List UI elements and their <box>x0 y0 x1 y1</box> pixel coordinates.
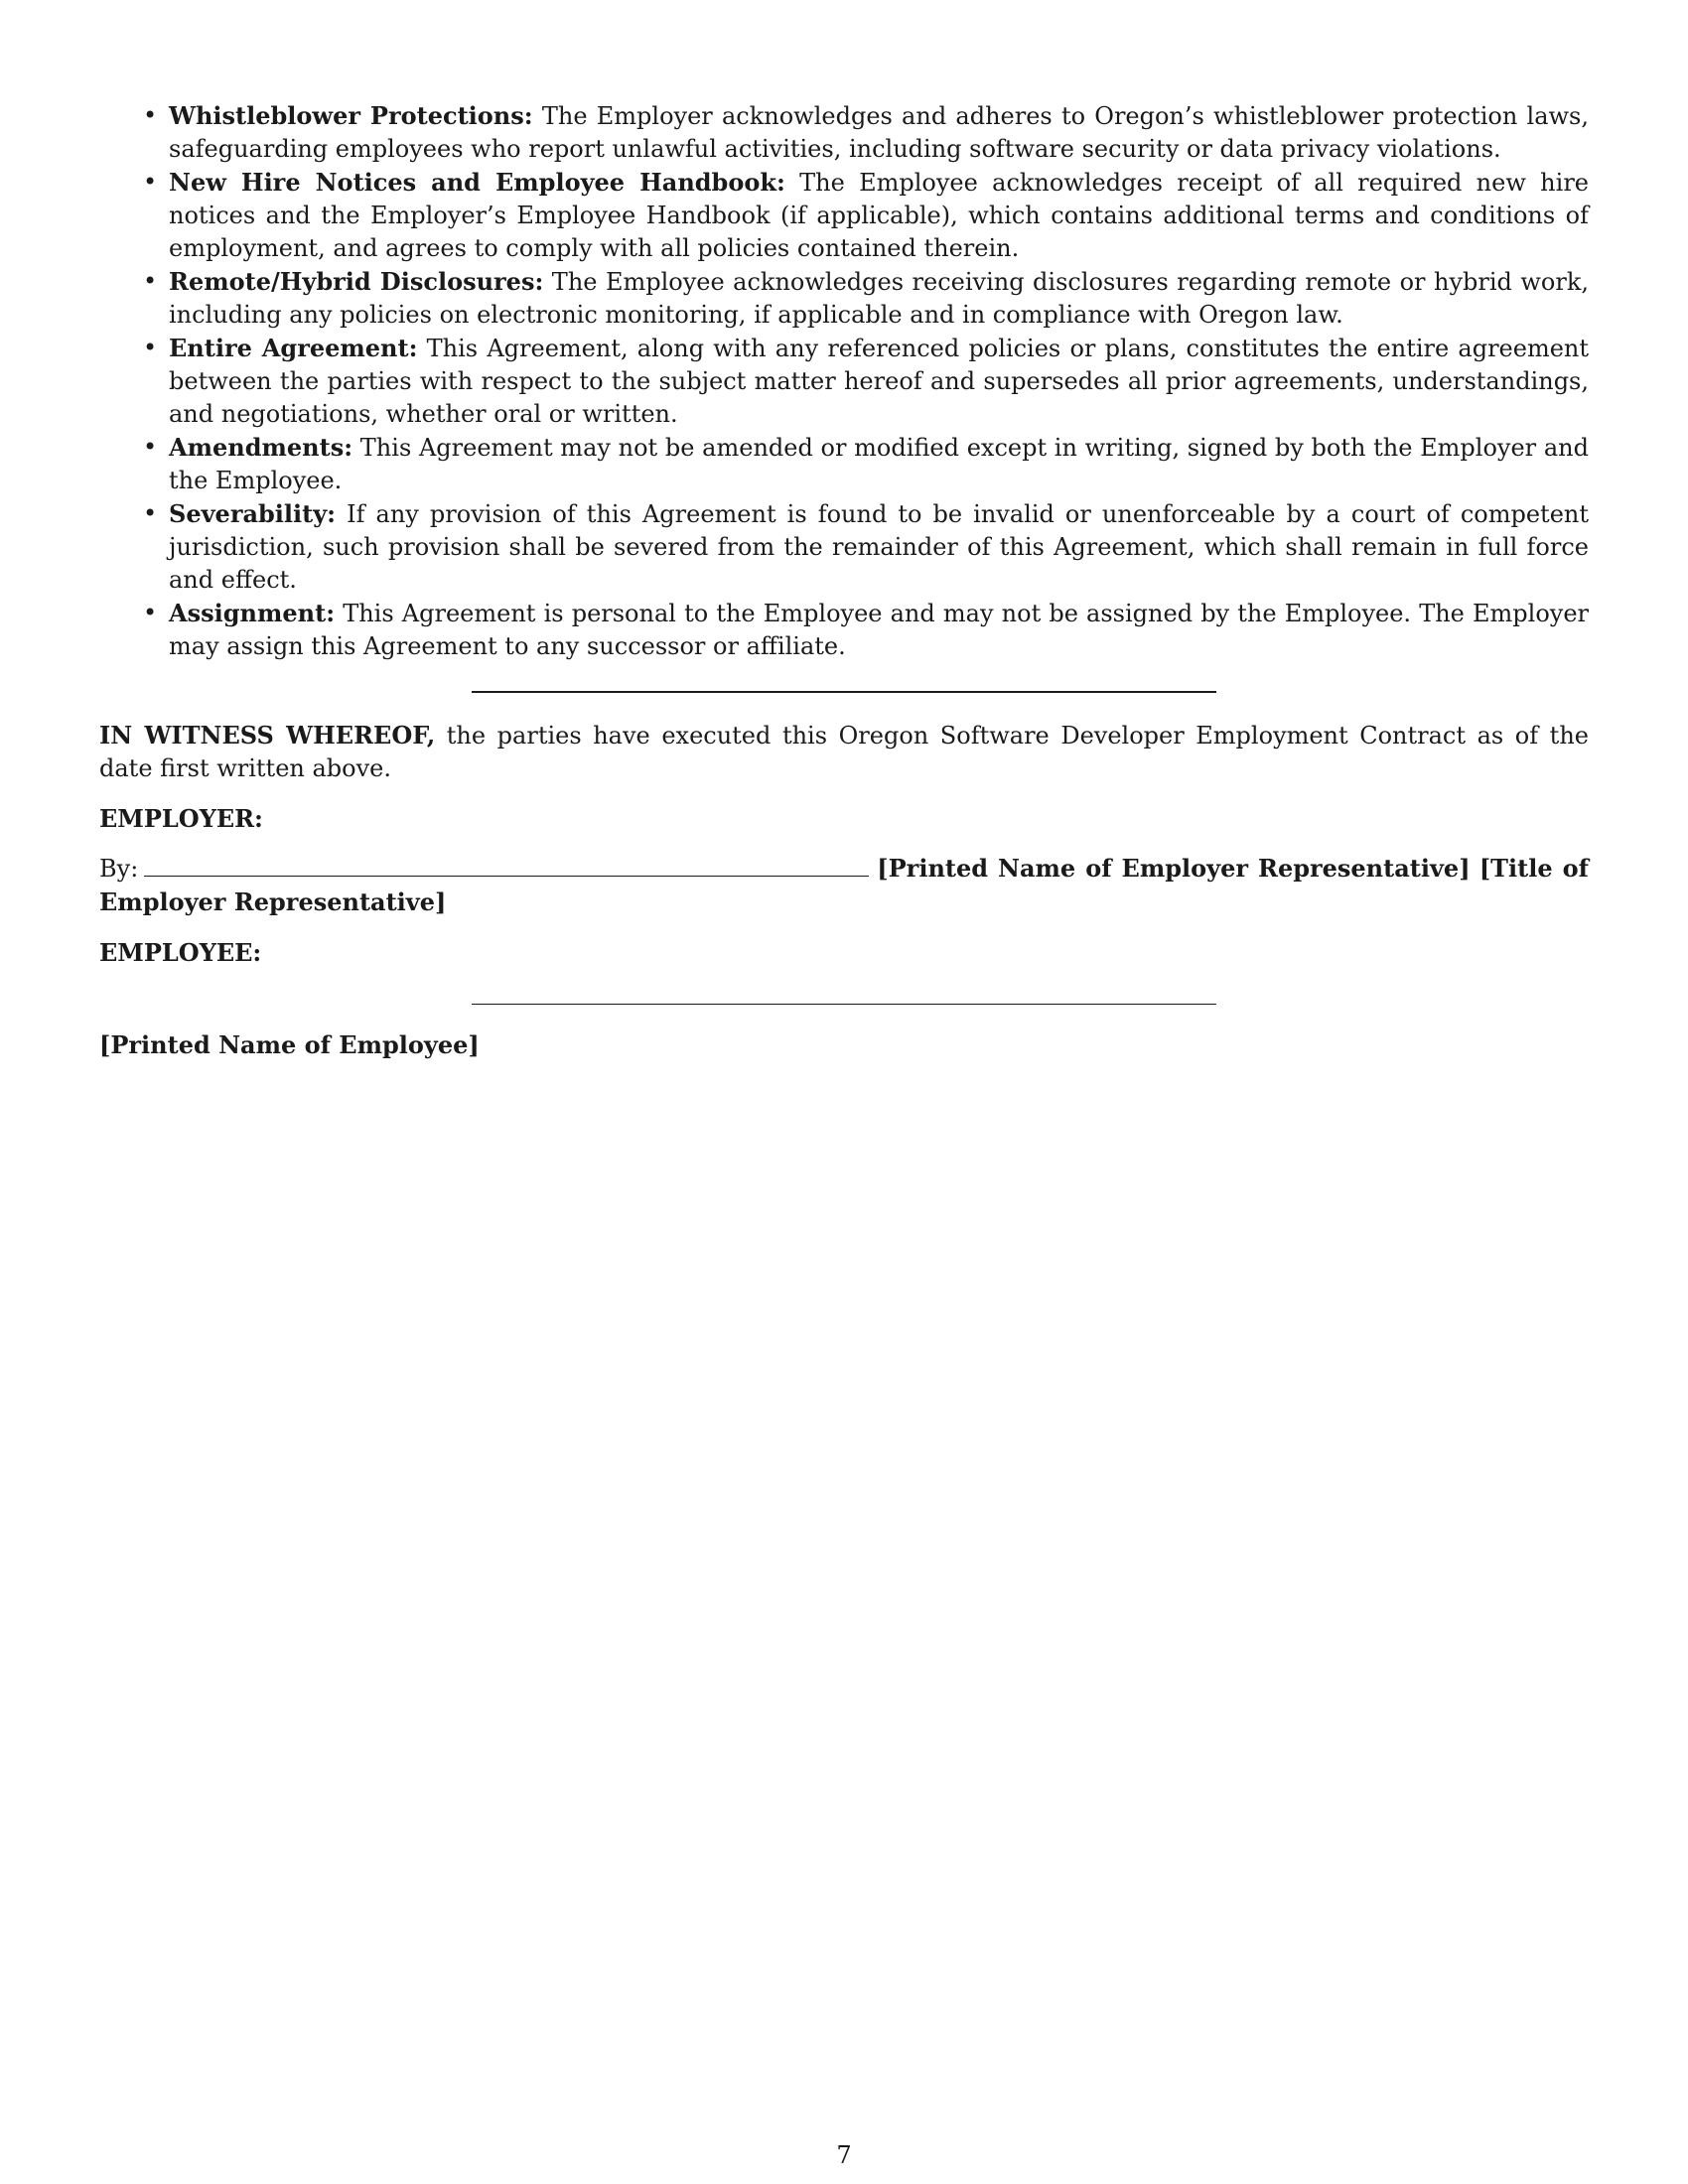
clause-term: Amendments: <box>169 433 353 462</box>
by-label: By: <box>99 855 139 883</box>
employer-signature-block <box>99 852 1589 919</box>
bullet-icon: • <box>143 599 158 626</box>
clause-term: Whistleblower Protections: <box>169 101 533 130</box>
bullet-icon: • <box>143 101 158 129</box>
section-divider <box>472 691 1216 693</box>
bullet-icon: • <box>143 433 158 461</box>
clause-entire-agreement <box>143 332 1590 431</box>
clause-assignment <box>143 597 1589 663</box>
document-page <box>99 99 1589 1061</box>
employer-heading: EMPLOYER: <box>99 804 263 833</box>
clause-severability <box>143 497 1589 597</box>
clause-text: This Agreement may not be amended or modified except in writing, signed by both the Employer and the Employee. <box>169 434 1589 494</box>
clause-term: New Hire Notices and Employee Handbook: <box>169 168 785 197</box>
bullet-icon: • <box>143 334 158 361</box>
page-number: 7 <box>836 2141 852 2169</box>
employee-signature-line <box>472 1004 1216 1005</box>
clause-text: This Agreement is personal to the Employee and may not be assigned by the Employee. The Employer may assign this Agreement to any successor or affiliate. <box>169 600 1589 660</box>
clause-text: If any provision of this Agreement is found to be invalid or unenforceable by a court of competent jurisdiction, such provision shall be severed from the remainder of this Agreement, which shall remain in full force and effect. <box>169 500 1589 594</box>
clause-whistleblower <box>143 99 1589 166</box>
employer-signature-line <box>144 854 869 877</box>
clause-text: The Employee acknowledges receiving disclosures regarding remote or hybrid work, including any policies on electronic monitoring, if applicable and in compliance with Oregon law. <box>169 268 1590 329</box>
witness-lead: IN WITNESS WHEREOF, <box>99 721 436 750</box>
bullet-icon: • <box>143 168 158 196</box>
clause-text: The Employee acknowledges receipt of all required new hire notices and the Employer’s Employee Handbook (if applicable), which contains additional terms and conditions of employment, and agrees to comply with all policies contained therein. <box>169 169 1589 262</box>
witness-paragraph <box>99 719 1589 785</box>
clause-new-hire-notices <box>143 166 1589 265</box>
clause-list <box>99 99 1589 663</box>
bullet-icon: • <box>143 267 158 295</box>
clause-text: This Agreement, along with any referenced policies or plans, constitutes the entire agreement between the parties with respect to the subject matter hereof and supersedes all prior agreements, understandings, and negotiations, whether oral or written. <box>169 335 1590 428</box>
clause-term: Assignment: <box>169 599 336 627</box>
clause-amendments <box>143 431 1589 497</box>
employer-printed-name: [Printed Name of Employer Representative] <box>877 854 1471 883</box>
clause-term: Severability: <box>169 499 337 528</box>
clause-term: Entire Agreement: <box>169 334 418 362</box>
clause-term: Remote/Hybrid Disclosures: <box>169 267 544 296</box>
clause-text: The Employer acknowledges and adheres to Oregon’s whistleblower protection laws, safeguarding employees who report unlawful activities, including software security or data privacy violations. <box>169 102 1589 163</box>
witness-text: the parties have executed this Oregon Software Developer Employment Contract as of the date first written above. <box>99 722 1589 782</box>
clause-remote-hybrid <box>143 265 1590 332</box>
employee-printed-name: [Printed Name of Employee] <box>99 1030 480 1059</box>
bullet-icon: • <box>143 499 158 527</box>
employer-title: [Title of Employer Representative] <box>99 854 1589 916</box>
employee-heading: EMPLOYEE: <box>99 938 262 967</box>
